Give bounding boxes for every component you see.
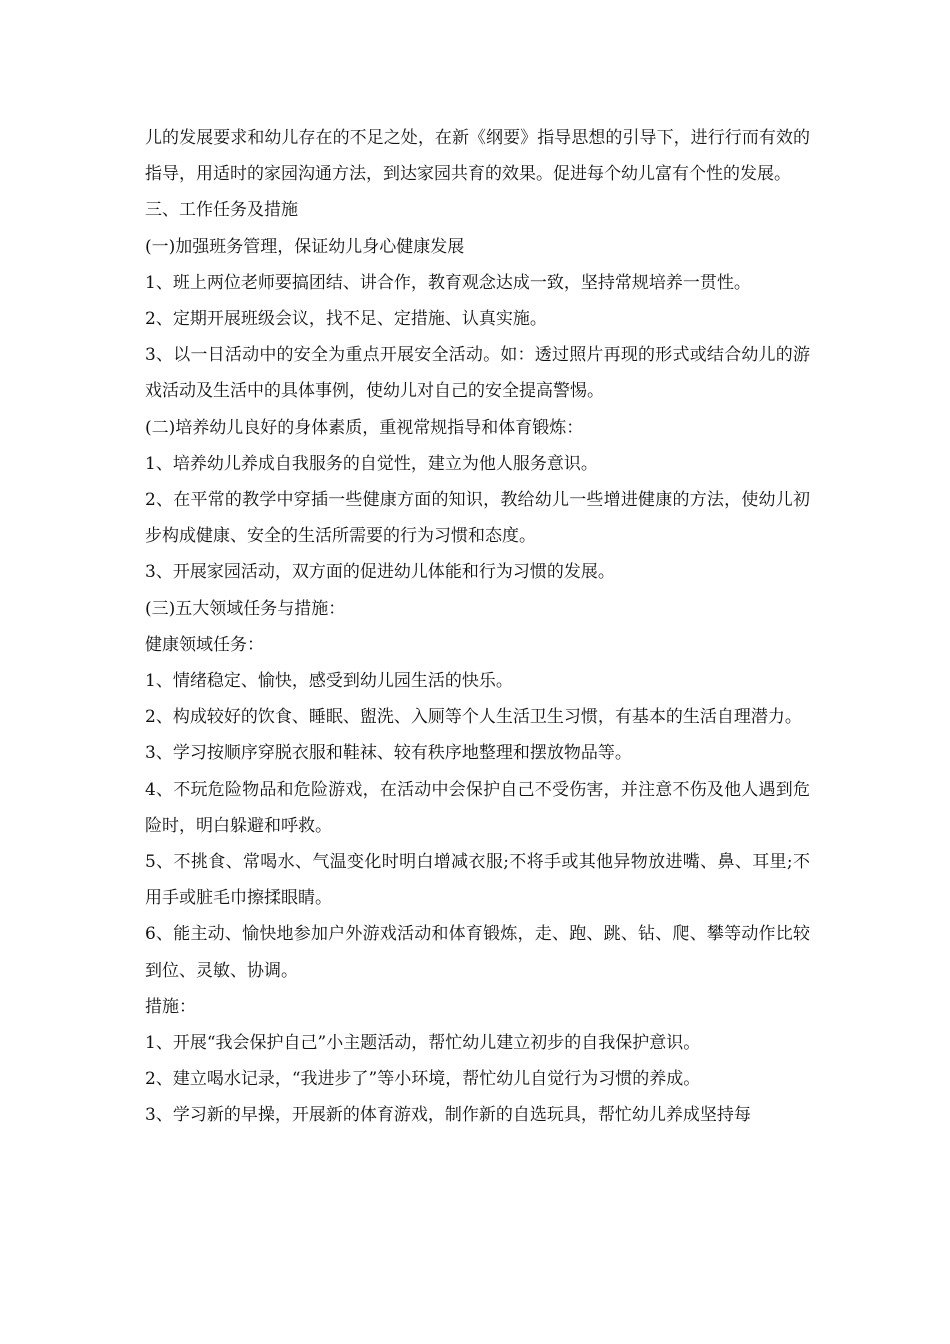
- paragraph-continuation: 儿的发展要求和幼儿存在的不足之处，在新《纲要》指导思想的引导下，进行行而有效的指导，用适时的家园沟通方法，到达家园共育的效果。促进每个幼儿富有个性的发展。: [145, 128, 810, 185]
- subsection-heading-class-management: (一)加强班务管理，保证幼儿身心健康发展: [145, 236, 465, 257]
- list-item: 4、不玩危险物品和危险游戏，在活动中会保护自己不受伤害，并注意不伤及他人遇到危险时，明白躲避和呼救。: [145, 779, 810, 836]
- heading-measures: 措施：: [145, 996, 196, 1017]
- section-heading-tasks-measures: 三、工作任务及措施: [145, 200, 298, 221]
- list-item: 1、情绪稳定、愉快，感受到幼儿园生活的快乐。: [145, 671, 513, 692]
- subsection-heading-physical-quality: (二)培养幼儿良好的身体素质，重视常规指导和体育锻炼：: [145, 417, 584, 438]
- list-item: 2、构成较好的饮食、睡眠、盥洗、入厕等个人生活卫生习惯，有基本的生活自理潜力。: [145, 707, 802, 728]
- list-item: 3、开展家园活动，双方面的促进幼儿体能和行为习惯的发展。: [145, 562, 615, 583]
- list-item: 3、学习新的早操，开展新的体育游戏，制作新的自选玩具，帮忙幼儿养成坚持每: [145, 1105, 751, 1126]
- list-item: 2、建立喝水记录，“我进步了”等小环境，帮忙幼儿自觉行为习惯的养成。: [145, 1069, 701, 1090]
- list-item: 6、能主动、愉快地参加户外游戏活动和体育锻炼，走、跑、跳、钻、爬、攀等动作比较到位、灵敏、协调。: [145, 924, 810, 981]
- list-item: 1、培养幼儿养成自我服务的自觉性，建立为他人服务意识。: [145, 453, 598, 474]
- list-item: 2、在平常的教学中穿插一些健康方面的知识，教给幼儿一些增进健康的方法，使幼儿初步构成健康、安全的生活所需要的行为习惯和态度。: [145, 490, 810, 547]
- list-item: 3、以一日活动中的安全为重点开展安全活动。如：透过照片再现的形式或结合幼儿的游戏活动及生活中的具体事例，使幼儿对自己的安全提高警惕。: [145, 345, 810, 402]
- list-item: 3、学习按顺序穿脱衣服和鞋袜、较有秩序地整理和摆放物品等。: [145, 743, 632, 764]
- document-body: [145, 120, 810, 1134]
- list-item: 2、定期开展班级会议，找不足、定措施、认真实施。: [145, 309, 547, 330]
- subsection-heading-five-domains: (三)五大领域任务与措施：: [145, 598, 346, 619]
- list-item: 1、班上两位老师要搞团结、讲合作，教育观念达成一致，坚持常规培养一贯性。: [145, 272, 751, 293]
- list-item: 1、开展“我会保护自己”小主题活动，帮忙幼儿建立初步的自我保护意识。: [145, 1033, 701, 1054]
- list-item: 5、不挑食、常喝水、气温变化时明白增减衣服;不将手或其他异物放进嘴、鼻、耳里;不用手或脏毛巾擦揉眼睛。: [145, 852, 810, 909]
- heading-health-tasks: 健康领域任务：: [145, 634, 264, 655]
